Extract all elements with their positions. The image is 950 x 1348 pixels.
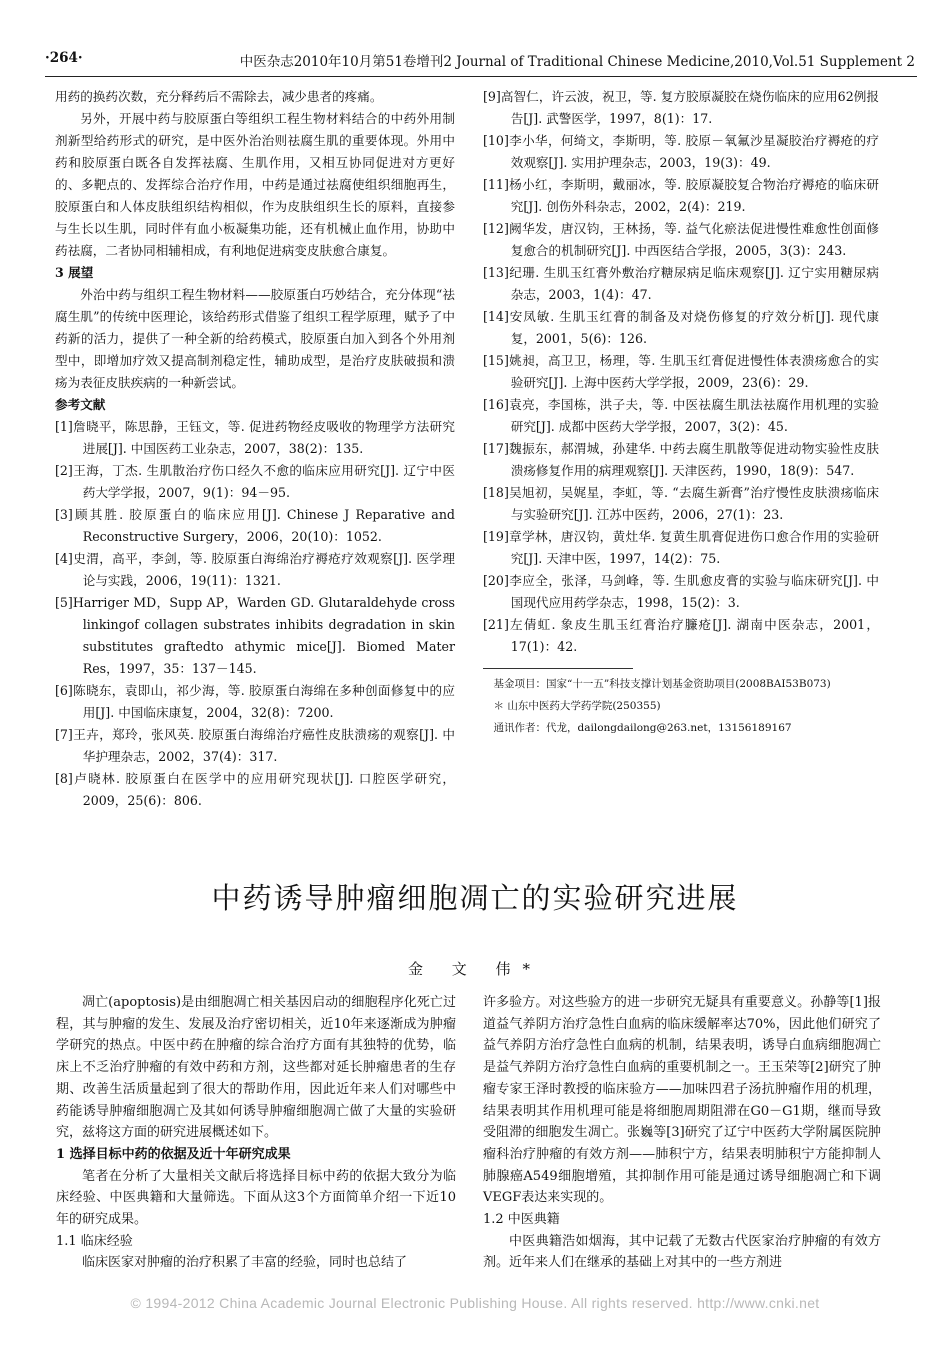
reference-item: [4]史渭，高平，李剑，等. 胶原蛋白海绵治疗褥疮疗效观察[J]. 医学理论与实践，2006，19(11)：1321. [55, 551, 455, 588]
reference-item: [16]袁亮，李国栋，洪子夫，等. 中医祛腐生肌法祛腐作用机理的实验研究[J]. 成都中医药大学学报，2007，3(2)：45. [483, 397, 879, 434]
footnote-corresponding-author: 通讯作者：代龙，dailongdailong@263.net，13156189167 [493, 722, 792, 734]
paragraph: 笔者在分析了大量相关文献后将选择目标中药的依据大致分为临床经验、中医典籍和大量筛选。下面从这3个方面简单介绍一下近10年的研究成果。 [56, 1168, 456, 1228]
journal-running-title: 中医杂志2010年10月第51卷增刊2 Journal of Traditional Chinese Medicine,2010,Vol.51 Supplement 2 [239, 54, 915, 70]
article-right-column [483, 992, 881, 1274]
reference-item: [15]姚昶，高卫卫，杨理，等. 生肌玉红膏促进慢性体表溃疡愈合的实验研究[J]. 上海中医药大学学报，2009，23(6)：29. [483, 353, 879, 390]
reference-item: [6]陈晓东，袁即山，祁少海，等. 胶原蛋白海绵在多种创面修复中的应用[J]. 中国临床康复，2004，32(8)：7200. [55, 683, 455, 720]
reference-item: [21]左倩虹. 象皮生肌玉红膏治疗臁疮[J]. 湖南中医杂志，2001，17(1)：42. [483, 617, 879, 654]
paragraph: 许多验方。对这些验方的进一步研究无疑具有重要意义。孙静等[1]报道益气养阴方治疗急性白血病的临床缓解率达70%，因此他们研究了益气养阴方治疗急性白血病的机制，结果表明，诱导白血病细胞凋亡是益气养阴方治疗急性白血病的重要机制之一。王玉荣等[2]研究了肿瘤专家王泽时教授的临床验方——加味四君子汤抗肿瘤作用的机理，结果表明其作用机理可能是将细胞周期阻滞在G0－G1期，继而导致受阻滞的细胞发生凋亡。张巍等[3]研究了辽宁中医药大学附属医院肿瘤科治疗肿瘤的有效方剂——肺积宁方，结果表明肺积宁方能抑制人肺腺癌A549细胞增殖，其抑制作用可能是通过诱导细胞凋亡和下调VEGF表达来实现的。 [483, 995, 881, 1206]
section-heading: 3 展望 [55, 265, 94, 280]
reference-item: [9]高智仁，许云波，祝卫，等. 复方胶原凝胶在烧伤临床的应用62例报告[J]. 武警医学，1997，8(1)：17. [483, 89, 879, 126]
footnote-funding: 基金项目：国家“十一五”科技支撑计划基金资助项目(2008BAI53B073) [493, 678, 831, 690]
reference-item: [18]吴旭初，吴娓星，李虹，等. “去腐生新膏”治疗慢性皮肤溃疡临床与实验研究[J]. 江苏中医药，2006，27(1)：23. [483, 485, 879, 522]
page-number: ·264· [45, 50, 83, 66]
reference-item: [13]纪珊. 生肌玉红膏外敷治疗糖尿病足临床观察[J]. 辽宁实用糖尿病杂志，2003，1(4)：47. [483, 265, 879, 302]
reference-item: [3]顾其胜. 胶原蛋白的临床应用[J]. Chinese J Reparative and Reconstructive Surgery，2006，20(10)：1052. [55, 507, 455, 544]
paragraph: 临床医家对肿瘤的治疗积累了丰富的经验，同时也总结了 [82, 1255, 408, 1271]
reference-item: [20]李应全，张泽，马剑峰，等. 生肌愈皮膏的实验与临床研究[J]. 中国现代应用药学杂志，1998，15(2)：3. [483, 573, 879, 610]
running-header [45, 46, 915, 72]
article-author: 金 文 伟* [407, 960, 543, 978]
reference-item: [1]詹晓平，陈思静，王钰文，等. 促进药物经皮吸收的物理学方法研究进展[J]. 中国医药工业杂志，2007，38(2)：135. [55, 419, 455, 456]
article-left-column [56, 992, 456, 1274]
references-heading: 参考文献 [55, 397, 106, 412]
reference-item: [19]章学林，唐汉钧，黄灶华. 复黄生肌膏促进伤口愈合作用的实验研究[J]. 天津中医，1997，14(2)：75. [483, 529, 879, 566]
section-heading: 1 选择目标中药的依据及近十年研究成果 [56, 1146, 291, 1162]
reference-item: [12]阙华发，唐汉钧，王林扬，等. 益气化瘀法促进慢性难愈性创面修复愈合的机制研究[J]. 中西医结合学报，2005，3(3)：243. [483, 221, 879, 258]
reference-item: [2]王海，丁杰. 生肌散治疗伤口经久不愈的临床应用研究[J]. 辽宁中医药大学学报，2007，9(1)：94－95. [55, 463, 455, 500]
reference-item: [17]魏振东，郝渭城，孙建华. 中药去腐生肌散等促进动物实验性皮肤溃疡修复作用的病理观察[J]. 天津医药，1990，18(9)：547. [483, 441, 879, 478]
subsection-heading: 1.2 中医典籍 [483, 1212, 560, 1228]
footnote-affiliation: ＊ 山东中医药大学药学院(250355) [493, 700, 661, 712]
reference-item: [5]Harriger MD，Supp AP，Warden GD. Glutaraldehyde cross linkingof collagen substrates inhibits degradation in skin substitutes graftedto athymic mice[J]. Biomed Mater Res，1997，35：137－145. [55, 595, 455, 676]
article-title: 中药诱导肿瘤细胞凋亡的实验研究进展 [211, 881, 739, 915]
reference-item: [11]杨小红，李斯明，戴丽冰，等. 胶原凝胶复合物治疗褥疮的临床研究[J]. 创伤外科杂志，2002，2(4)：219. [483, 177, 879, 214]
reference-item: [7]王卉，郑玲，张风英. 胶原蛋白海绵治疗癌性皮肤溃疡的观察[J]. 中华护理杂志，2002，37(4)：317. [55, 727, 455, 764]
paragraph: 另外，开展中药与胶原蛋白等组织工程生物材料结合的中药外用制剂新型给药形式的研究，是中医外治治则祛腐生肌的重要体现。外用中药和胶原蛋白既各自发挥祛腐、生肌作用，又相互协同促进对方更好的、多靶点的、发挥综合治疗作用，中药是通过祛腐使组织细胞再生，胶原蛋白和人体皮肤组织结构相似，作为皮肤组织生长的原料，直接参与生长以生肌，同时伴有血小板凝集功能，还有机械止血作用，协助中药祛腐，二者协同相辅相成，有利地促进病变皮肤愈合康复。 [55, 111, 455, 258]
reference-item: [8]卢晓林. 胶原蛋白在医学中的应用研究现状[J]. 口腔医学研究，2009，25(6)：806. [55, 771, 455, 808]
paragraph: 外治中药与组织工程生物材料——胶原蛋白巧妙结合，充分体现“祛腐生肌”的传统中医理论，该给药形式借鉴了组织工程学原理，赋予了中药新的活力，提供了一种全新的给药模式，胶原蛋白加入到各个外用剂型中，即增加疗效又提高制剂稳定性，辅助成型，是治疗皮肤破损和溃疡为表征皮肤疾病的一种新尝试。 [55, 287, 455, 390]
paragraph: 用药的换药次数，充分释药后不需除去，减少患者的疼痛。 [55, 89, 383, 104]
reference-item: [10]李小华，何绮文，李斯明，等. 胶原－氧氟沙星凝胶治疗褥疮的疗效观察[J]. 实用护理杂志，2003，19(3)：49. [483, 133, 879, 170]
reference-item: [14]安凤敏. 生肌玉红膏的制备及对烧伤修复的疗效分析[J]. 现代康复，2001，5(6)：126. [483, 309, 879, 346]
paragraph: 凋亡(apoptosis)是由细胞凋亡相关基因启动的细胞程序化死亡过程，其与肿瘤的发生、发展及治疗密切相关，近10年来逐渐成为肿瘤学研究的热点。中医中药在肿瘤的综合治疗方面有其独特的优势，临床上不乏治疗肿瘤的有效中药和方剂，这些都对延长肿瘤患者的生存期、改善生活质量起到了很大的帮助作用，因此近年来人们对哪些中药能诱导肿瘤细胞凋亡及其如何诱导肿瘤细胞凋亡做了大量的实验研究，兹将这方面的研究进展概述如下。 [56, 995, 456, 1141]
paragraph: 中医典籍浩如烟海，其中记载了无数古代医家治疗肿瘤的有效方剂。近年来人们在继承的基础上对其中的一些方剂进 [483, 1233, 881, 1271]
subsection-heading: 1.1 临床经验 [56, 1233, 133, 1249]
footnote-rule [483, 668, 633, 669]
header-rule [45, 76, 917, 77]
prev-article-right-column [483, 86, 879, 739]
prev-article-left-column [55, 86, 455, 812]
copyright-footer: © 1994-2012 China Academic Journal Electronic Publishing House. All rights reserved. http://www.cnki.net [130, 1295, 820, 1311]
